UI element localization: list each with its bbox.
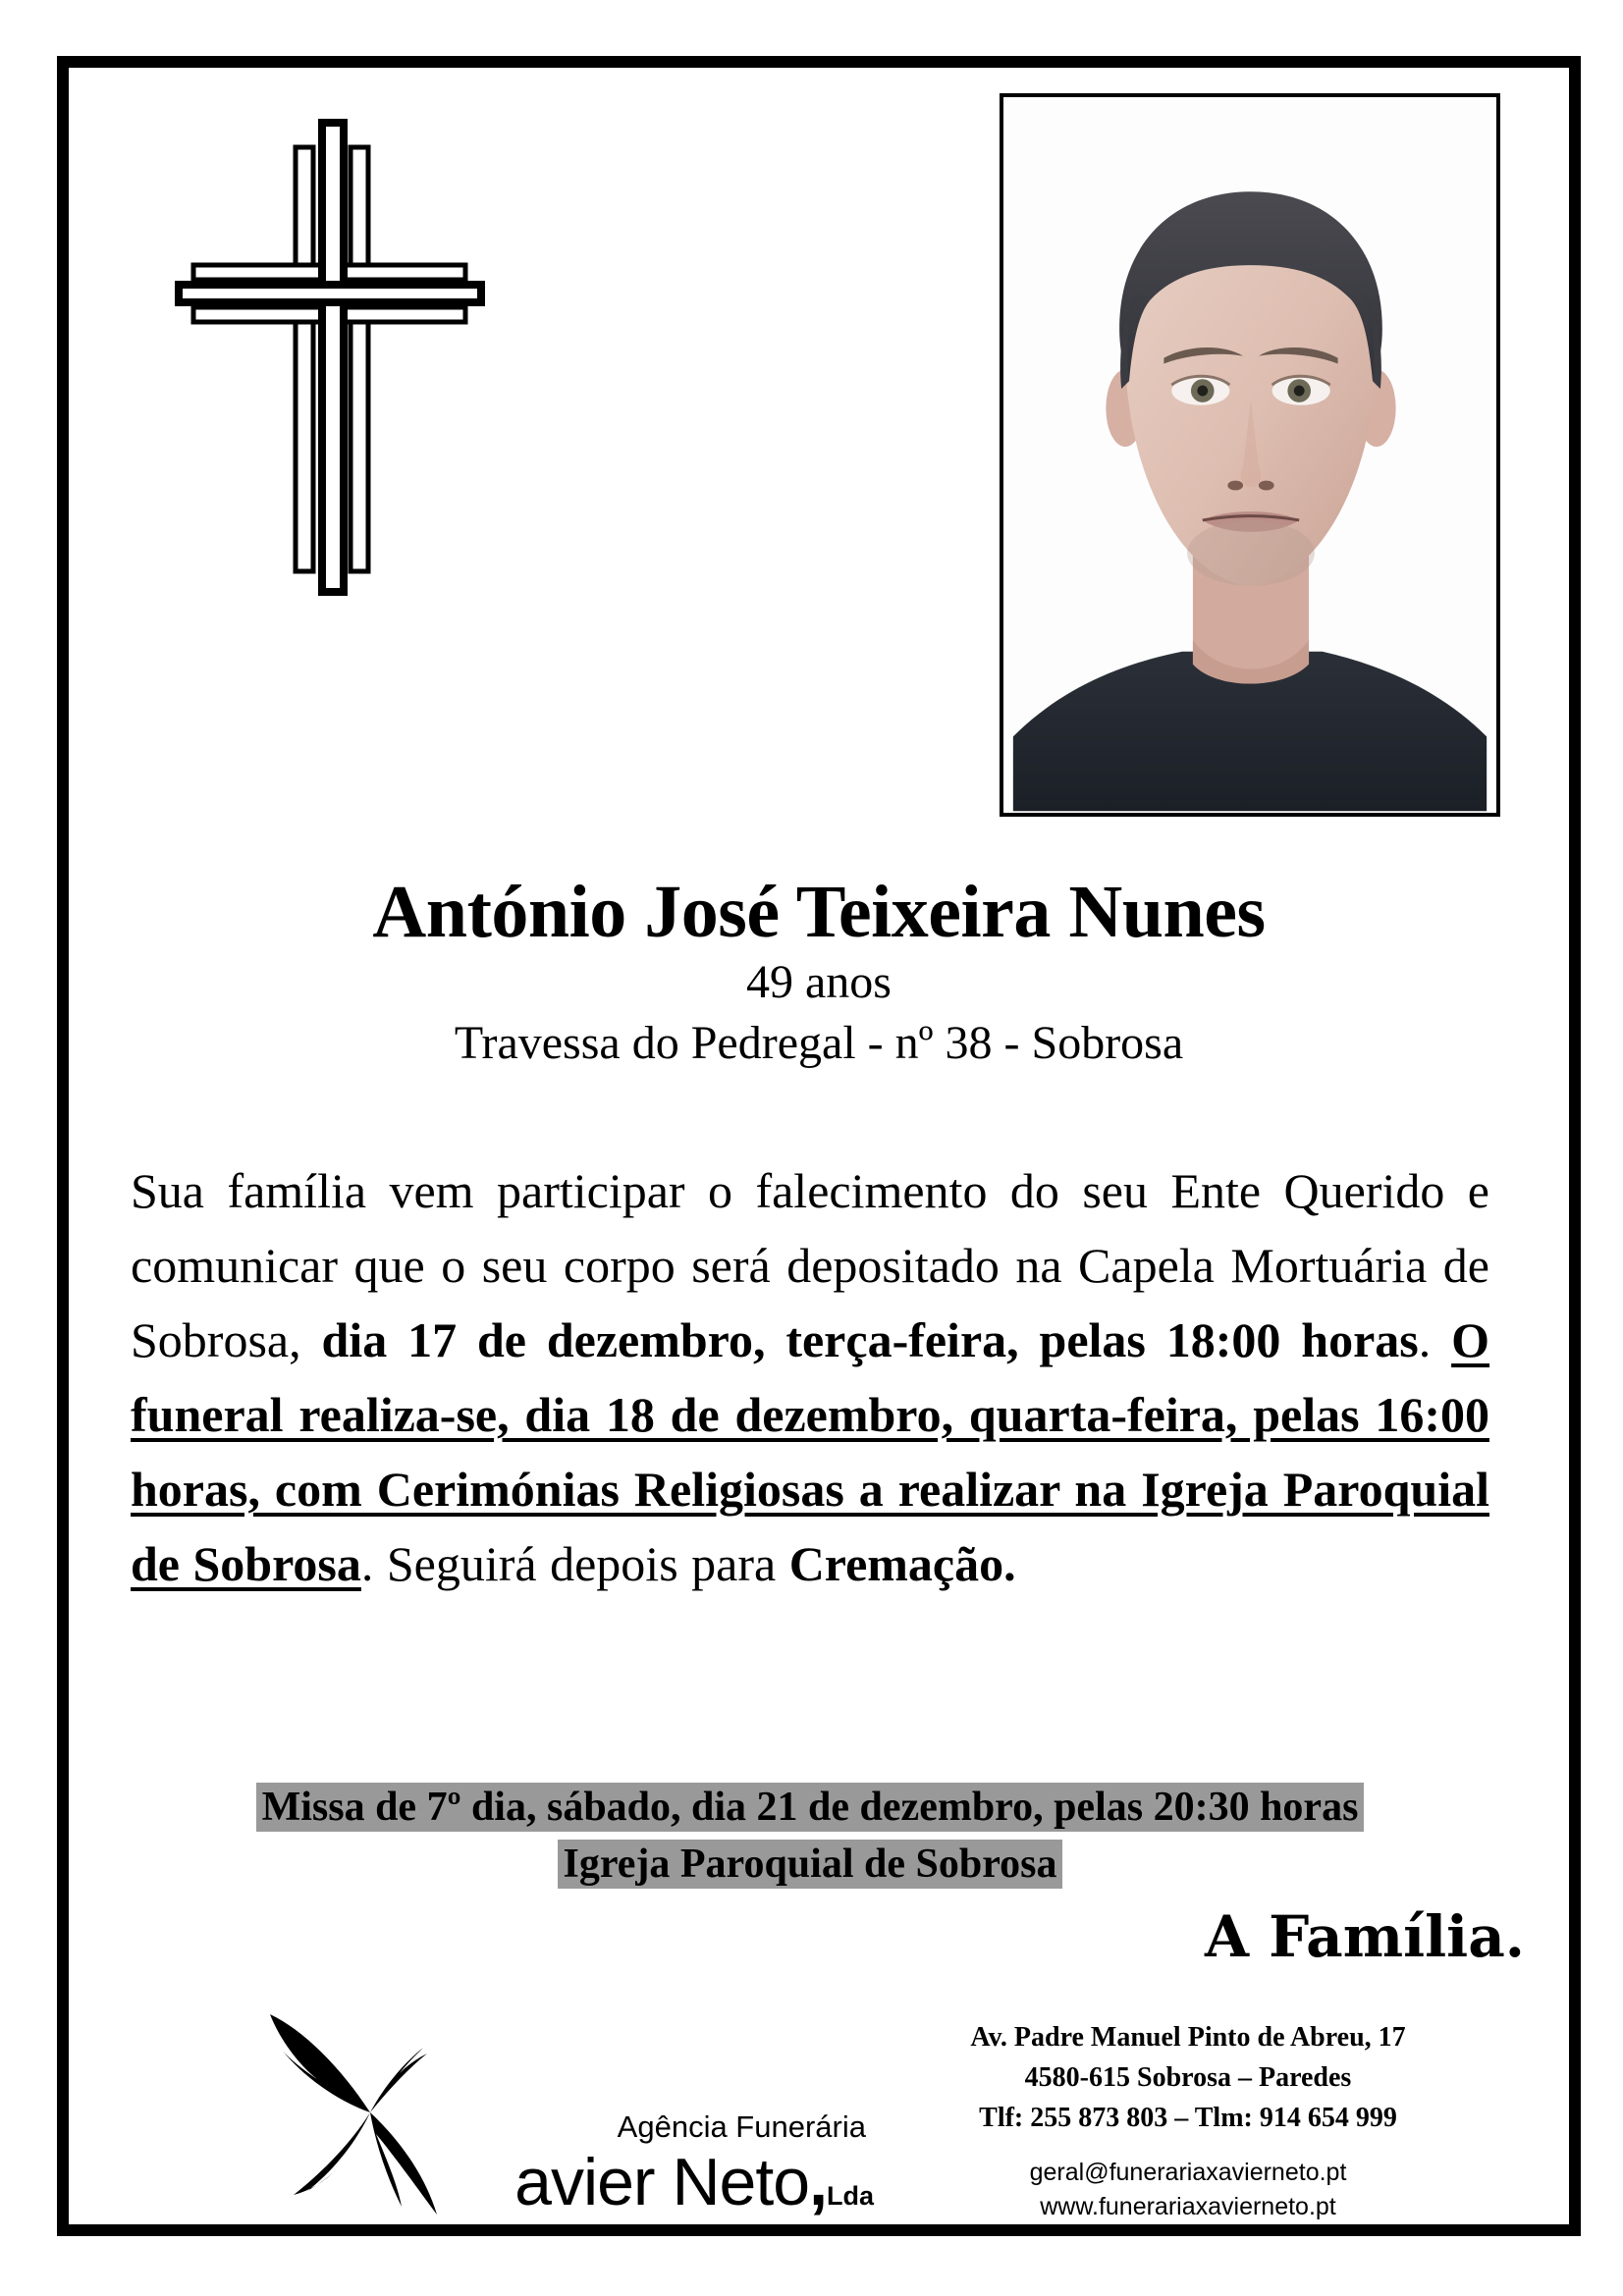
agency-logo — [260, 2002, 874, 2228]
announcement-bold-1: dia 17 de dezembro, terça-feira, pelas 18:00 horas — [321, 1312, 1419, 1367]
christian-cross-icon — [147, 98, 520, 707]
mass-notice-line-1 — [131, 1779, 1489, 1836]
agency-website[interactable]: www.funerariaxavierneto.pt — [1040, 2193, 1336, 2220]
family-signature: A Família. — [1204, 1903, 1525, 1970]
announcement-underlined: O funeral realiza-se, dia 18 de dezembro, quarta-feira, pelas 16:00 horas, com Cerimónias Religiosas a realizar na Igreja Paroquial de Sobrosa — [131, 1312, 1490, 1591]
portrait-photo — [1000, 93, 1500, 817]
agency-wordmark-main: avier Neto — [514, 2145, 810, 2219]
agency-kicker: Agência Funerária — [617, 2109, 866, 2144]
agency-contact-block — [884, 2017, 1492, 2224]
contact-spacer — [884, 2138, 1492, 2156]
deceased-address: Travessa do Pedregal - nº 38 - Sobrosa — [454, 1017, 1184, 1069]
agency-postal: 4580-615 Sobrosa – Paredes — [1024, 2062, 1352, 2093]
agency-wordmark-comma: , — [809, 2145, 827, 2219]
announcement-part-3: . Seguirá depois para — [360, 1536, 789, 1591]
agency-wordmark — [383, 2146, 874, 2232]
page-title: António José Teixeira Nunes — [372, 871, 1266, 953]
mass-notice-line-2 — [131, 1836, 1489, 1893]
announcement-part-1: Sua família vem participar o falecimento do seu Ente Querido e comunicar que o seu corpo será depositado na Capela Mortuária de Sobrosa, — [131, 1163, 1489, 1367]
agency-email[interactable]: geral@funerariaxavierneto.pt — [1029, 2159, 1347, 2186]
agency-phones: Tlf: 255 873 803 – Tlm: 914 654 999 — [979, 2103, 1397, 2133]
deceased-age: 49 anos — [746, 956, 892, 1008]
mass-notice-block — [131, 1779, 1489, 1893]
announcement-text — [131, 1153, 1489, 1601]
agency-logo-text — [383, 2109, 874, 2232]
mass-notice-line-2-text: Igreja Paroquial de Sobrosa — [558, 1840, 1063, 1889]
announcement-bold-2: Cremação. — [788, 1536, 1016, 1591]
announcement-part-2: . — [1418, 1312, 1452, 1367]
agency-address: Av. Padre Manuel Pinto de Abreu, 17 — [970, 2022, 1406, 2053]
agency-wordmark-suffix: Lda — [826, 2181, 874, 2211]
mass-notice-line-1-text: Missa de 7º dia, sábado, dia 21 de dezembro, pelas 20:30 horas — [256, 1783, 1365, 1832]
